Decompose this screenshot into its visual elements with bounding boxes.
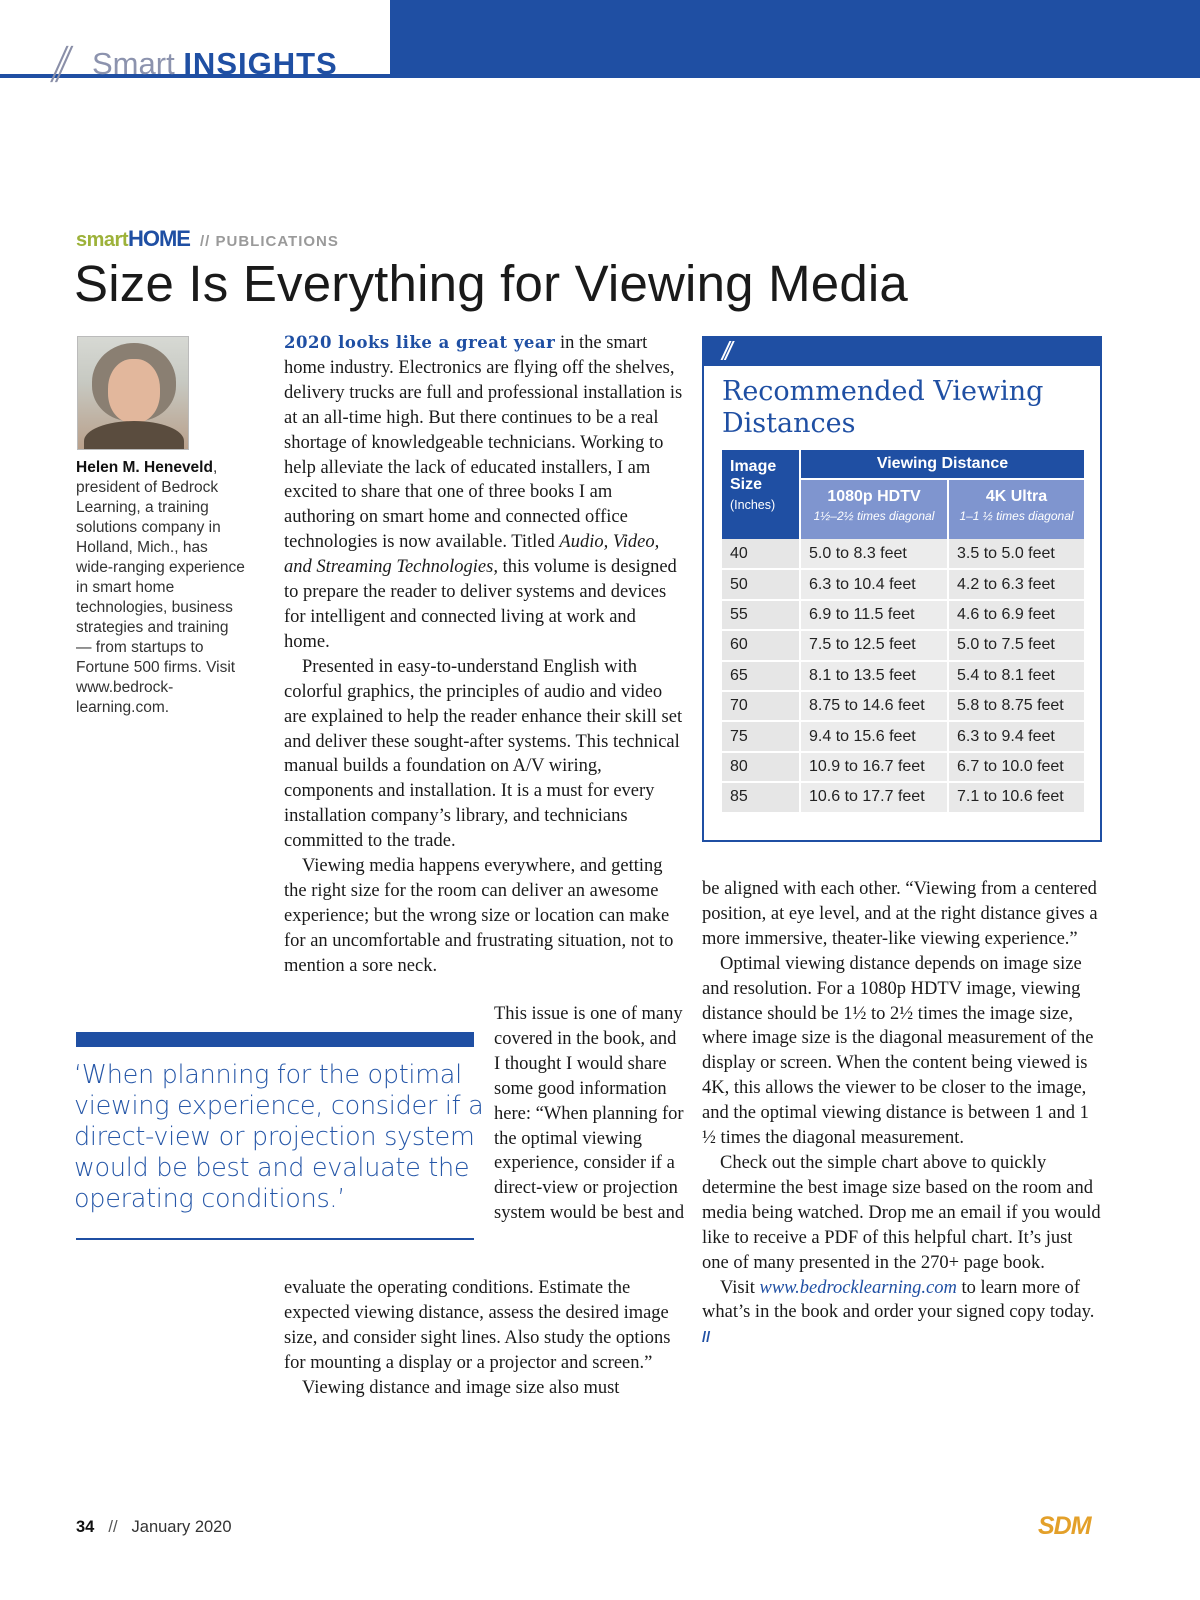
author-name: Helen M. Heneveld bbox=[76, 459, 213, 476]
article-paragraph-4: Viewing distance and image size also must bbox=[302, 1377, 620, 1398]
hdtv-note: 1½–2½ times diagonal bbox=[813, 509, 935, 523]
page-footer bbox=[76, 1518, 232, 1537]
department-title bbox=[92, 46, 338, 82]
cell-4k: 7.1 to 10.6 feet bbox=[948, 782, 1084, 812]
cell-4k: 6.7 to 10.0 feet bbox=[948, 752, 1084, 782]
sidebar-title: Recommended Viewing Distances bbox=[722, 376, 1044, 439]
pull-quote-bar bbox=[76, 1032, 474, 1047]
cell-1080p: 8.1 to 13.5 feet bbox=[800, 661, 948, 691]
article-paragraph-3-continued: This issue is one of many covered in the book, and I thought I would share some good information here: “When planning for the optimal viewing experience, consider if a direct-view or projection system would be best and bbox=[494, 1004, 685, 1224]
column-2-paragraph-4 bbox=[702, 1276, 1102, 1352]
visit-suffix: to learn more of what’s in the book and order your signed copy today. bbox=[702, 1277, 1095, 1323]
table-row bbox=[722, 630, 1084, 660]
table-row bbox=[722, 661, 1084, 691]
viewing-distance-rows bbox=[722, 539, 1084, 813]
cell-4k: 5.4 to 8.1 feet bbox=[948, 661, 1084, 691]
cell-1080p: 5.0 to 8.3 feet bbox=[800, 539, 948, 569]
author-photo bbox=[77, 336, 189, 450]
cell-1080p: 10.6 to 17.7 feet bbox=[800, 782, 948, 812]
column-2-paragraph-1: be aligned with each other. “Viewing from a centered position, at eye level, and at the right distance gives a more immersive, theater-like viewing experience.” bbox=[702, 879, 1098, 949]
article-paragraph-2: Presented in easy-to-understand English with colorful graphics, the principles of audio and video are explained to help the reader enhance their skill set and deliver these sought-after systems. This technical manual builds a foundation on A/V wiring, components and installation. It is a must for every installation company’s library, and technicians committed to the trade. bbox=[284, 656, 683, 852]
author-bio bbox=[76, 458, 246, 718]
cell-image-size: 75 bbox=[722, 721, 800, 751]
column-2-paragraph-2: Optimal viewing distance depends on image size and resolution. For a 1080p HDTV image, viewing distance should be 1½ to 2½ times the image size, where image size is the diagonal measurement of the display or screen. When the content being viewed is 4K, this allows the viewer to be closer to the image, and the optimal viewing distance is between 1 and 1 ½ times the diagonal measurement. bbox=[702, 953, 1094, 1149]
cell-1080p: 9.4 to 15.6 feet bbox=[800, 721, 948, 751]
uhd-note: 1–1 ½ times diagonal bbox=[959, 509, 1074, 523]
cell-image-size: 65 bbox=[722, 661, 800, 691]
cell-1080p: 8.75 to 14.6 feet bbox=[800, 691, 948, 721]
cell-1080p: 6.9 to 11.5 feet bbox=[800, 600, 948, 630]
column-2-paragraph-3: Check out the simple chart above to quickly determine the best image size based on the room and media being watched. Drop me an email if you would like to receive a PDF of this helpful chart. It’s just one of many presented in the 270+ page book. bbox=[702, 1152, 1101, 1273]
table-row bbox=[722, 539, 1084, 569]
section-label bbox=[76, 226, 339, 252]
cell-1080p: 6.3 to 10.4 feet bbox=[800, 569, 948, 599]
viewing-distance-sidebar bbox=[702, 336, 1102, 842]
section-name: // PUBLICATIONS bbox=[199, 233, 339, 250]
brand-bold: INSIGHTS bbox=[183, 46, 338, 81]
hdtv-label: 1080p HDTV bbox=[827, 488, 921, 505]
article-paragraph-1 bbox=[284, 331, 686, 655]
viewing-distance-table bbox=[722, 450, 1084, 814]
brand-light: Smart bbox=[92, 46, 175, 81]
table-row bbox=[722, 721, 1084, 751]
cell-4k: 4.2 to 6.3 feet bbox=[948, 569, 1084, 599]
author-bio-text: , president of Bedrock Learning, a training solutions company in Holland, Mich., has wide-ranging experience in smart home technologies, business strategies and training — from startups to Fortune 500 firms. Visit www.bedrock-learning.com. bbox=[76, 459, 245, 716]
article-column-2 bbox=[702, 877, 1102, 1351]
article-column-1-wrap bbox=[494, 1002, 686, 1226]
page-number: 34 bbox=[76, 1518, 95, 1536]
table-row bbox=[722, 752, 1084, 782]
sidebar-header-bar bbox=[704, 338, 1100, 366]
sdm-logo: SDM bbox=[1038, 1512, 1091, 1540]
cell-4k: 3.5 to 5.0 feet bbox=[948, 539, 1084, 569]
cell-image-size: 70 bbox=[722, 691, 800, 721]
issue-date: January 2020 bbox=[131, 1518, 232, 1536]
cell-image-size: 50 bbox=[722, 569, 800, 599]
cell-4k: 6.3 to 9.4 feet bbox=[948, 721, 1084, 751]
paragraph-1-end: this volume is designed to prepare the reader to deliver systems and devices for intelligent and connected living at work and home. bbox=[284, 557, 677, 652]
smarthome-logo-smart: smart bbox=[76, 229, 128, 251]
inches-label: (Inches) bbox=[730, 498, 776, 512]
cell-image-size: 55 bbox=[722, 600, 800, 630]
smarthome-logo-home: HOME bbox=[127, 226, 190, 251]
cell-image-size: 85 bbox=[722, 782, 800, 812]
cell-image-size: 80 bbox=[722, 752, 800, 782]
book-title: Audio, Video, and Streaming Technologies, bbox=[284, 532, 660, 578]
table-row bbox=[722, 600, 1084, 630]
table-row bbox=[722, 691, 1084, 721]
cell-4k: 5.0 to 7.5 feet bbox=[948, 630, 1084, 660]
article-paragraph-3-end: evaluate the operating conditions. Estimate the expected viewing distance, assess the desired image size, and consider sight lines. Also study the options for mounting a display or a projector and screen.” bbox=[284, 1278, 671, 1373]
cell-4k: 4.6 to 6.9 feet bbox=[948, 600, 1084, 630]
footer-separator: // bbox=[108, 1518, 118, 1536]
header-slashes: // bbox=[48, 38, 66, 89]
image-size-label: Image Size bbox=[730, 458, 777, 493]
cell-1080p: 7.5 to 12.5 feet bbox=[800, 630, 948, 660]
end-mark: // bbox=[702, 1329, 711, 1347]
pull-quote: ‘When planning for the optimal viewing experience, consider if a direct-view or projection system would be best and evaluate the operating conditions.’ bbox=[74, 1060, 484, 1214]
article-column-1 bbox=[284, 331, 686, 979]
table-row bbox=[722, 569, 1084, 599]
header-image-size bbox=[722, 450, 800, 539]
bedrock-link[interactable]: www.bedrocklearning.com bbox=[759, 1277, 957, 1298]
article-column-1-bottom bbox=[284, 1276, 686, 1401]
sidebar-slashes: // bbox=[722, 336, 729, 366]
cell-4k: 5.8 to 8.75 feet bbox=[948, 691, 1084, 721]
article-paragraph-3: Viewing media happens everywhere, and getting the right size for the room can deliver an awesome experience; but the wrong size or location can make for an uncomfortable and frustrating situation, not to mention a sore neck. bbox=[284, 856, 674, 976]
cell-image-size: 60 bbox=[722, 630, 800, 660]
pull-quote-rule bbox=[76, 1238, 474, 1240]
header-viewing-distance: Viewing Distance bbox=[800, 450, 1084, 479]
visit-prefix: Visit bbox=[720, 1277, 760, 1298]
article-lead-in: 2020 looks like a great year bbox=[284, 333, 556, 352]
header-1080p bbox=[800, 479, 948, 539]
paragraph-1-text: in the smart home industry. Electronics are flying off the shelves, delivery trucks are full and professional installation is at an all-time high. But there continues to be a real shortage of knowledgeable technicians. Working to help alleviate the lack of educated installers, I am excited to share that one of three books I am authoring on smart home and connected office technologies is now available. Titled bbox=[284, 333, 683, 553]
cell-image-size: 40 bbox=[722, 539, 800, 569]
cell-1080p: 10.9 to 16.7 feet bbox=[800, 752, 948, 782]
uhd-label: 4K Ultra bbox=[985, 488, 1048, 505]
table-row bbox=[722, 782, 1084, 812]
article-headline: Size Is Everything for Viewing Media bbox=[74, 255, 908, 312]
header-4k bbox=[948, 479, 1084, 539]
